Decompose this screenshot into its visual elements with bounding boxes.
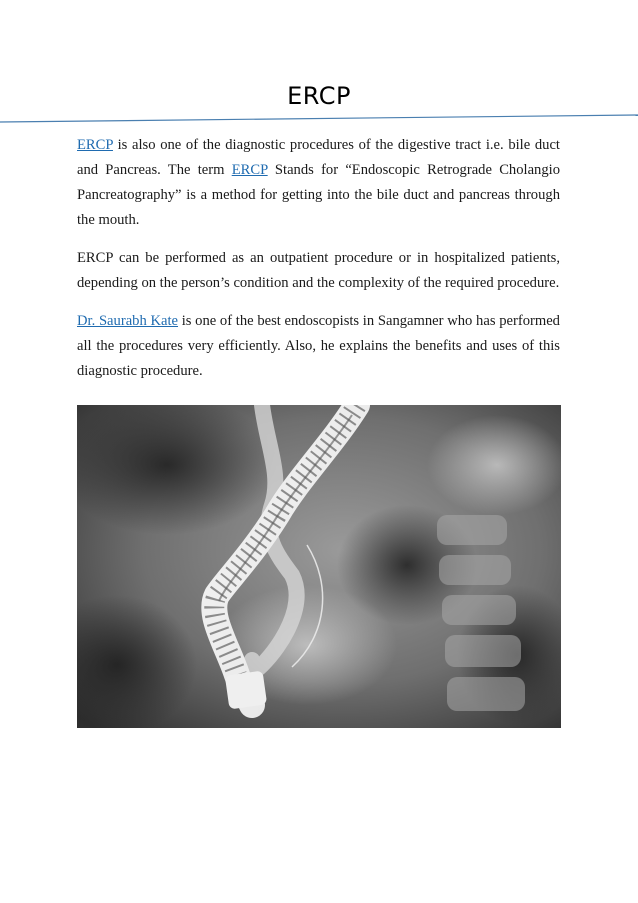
ercp-link-2[interactable]: ERCP xyxy=(231,162,268,178)
paragraph-procedure: ERCP can be performed as an outpatient procedure or in hospitalized patients, depending on the person’s condition and the complexity of the required procedure. xyxy=(77,250,560,291)
ercp-link[interactable]: ERCP xyxy=(77,137,113,153)
paragraph-intro xyxy=(77,133,560,233)
title-divider xyxy=(0,112,638,126)
ercp-xray-image xyxy=(77,405,561,728)
paragraph-doctor-text: is one of the best endoscopists in Sangamner who has performed all the procedures very efficiently. Also, he explains the benefits and uses of this diagnostic procedure. xyxy=(77,313,560,379)
paragraph-doctor xyxy=(77,309,560,384)
paragraph-intro-text-2: Stands for “Endoscopic Retrograde Cholangio Pancreatography” is a method for getting into the bile duct and pancreas through the mouth. xyxy=(77,162,560,228)
page-title: ERCP xyxy=(287,82,351,110)
doctor-link[interactable]: Dr. Saurabh Kate xyxy=(77,313,179,329)
paragraph-intro-text-1: is also one of the diagnostic procedures of the digestive tract i.e. bile duct and Pancreas. The term xyxy=(77,137,560,178)
article-body xyxy=(77,133,560,397)
